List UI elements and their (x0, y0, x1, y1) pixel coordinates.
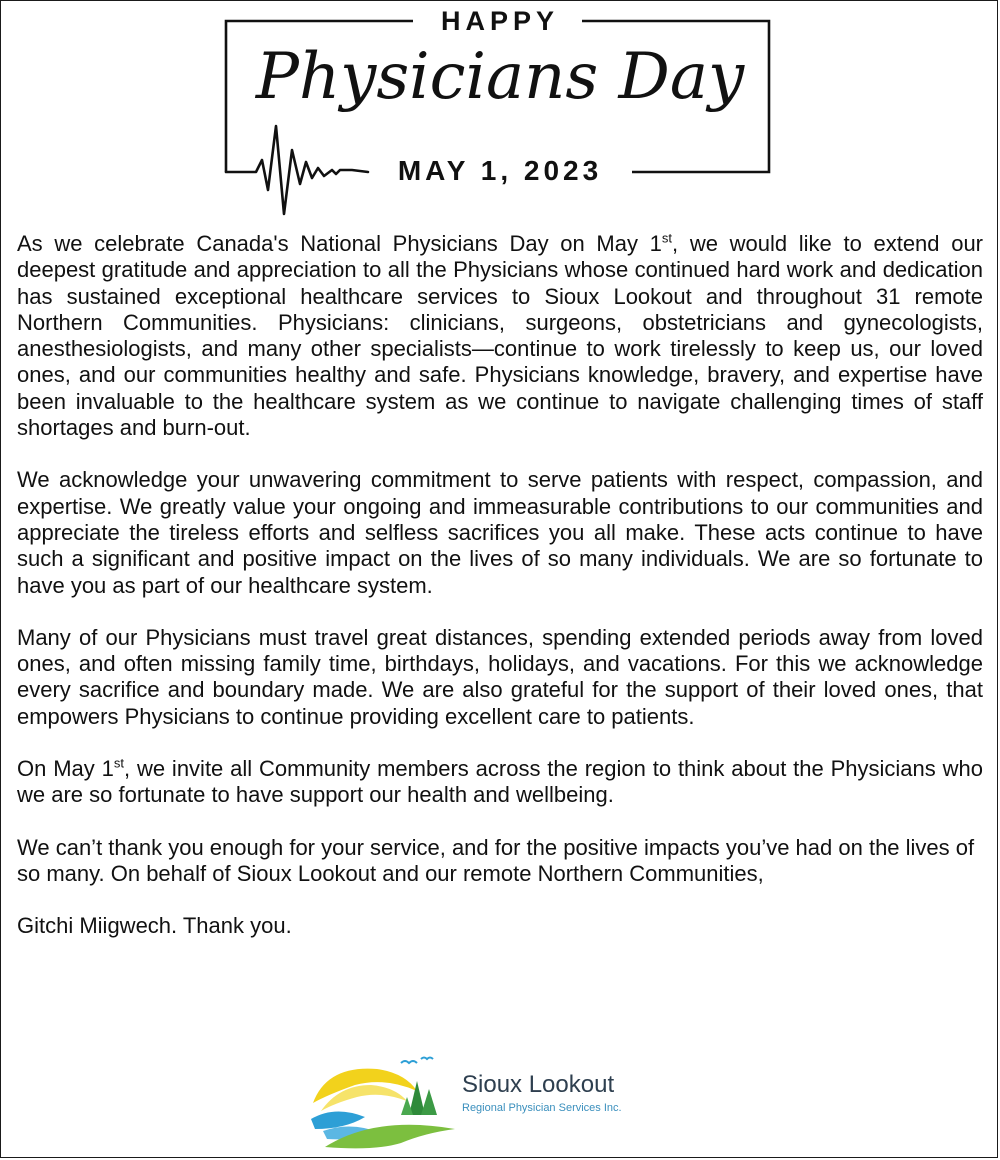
logo-organization-subtitle: Regional Physician Services Inc. (462, 1102, 622, 1114)
paragraph-2: We acknowledge your unwavering commitment to serve patients with respect, compassion, and expertise. We greatly value your ongoing and immeasurable contributions to our communities and appreciate the tireless efforts and selfless sacrifices you all make. These acts continue to have such a significant and positive impact on the lives of so many individuals. We are so fortunate to have you as part of our healthcare system. (17, 467, 983, 598)
paragraph-1: As we celebrate Canada's National Physicians Day on May 1st, we would like to extend our deepest gratitude and appreciation to all the Physicians whose continued hard work and dedication has sustained exceptional healthcare services to Sioux Lookout and throughout 31 remote Northern Communities. Physicians: clinicians, surgeons, obstetricians and gynecologists, anesthesiologists, and many other specialists—continue to work tirelessly to keep us, our loved ones, and our communities healthy and safe. Physicians knowledge, bravery, and expertise have been invaluable to the healthcare system as we continue to navigate challenging times of staff shortages and burn-out. (17, 230, 983, 441)
paragraph-4: On May 1st, we invite all Community members across the region to think about the Physicians who we are so fortunate to have support our health and wellbeing. (17, 755, 983, 808)
event-date: MAY 1, 2023 (397, 155, 603, 186)
closing-line: Gitchi Miigwech. Thank you. (17, 913, 292, 939)
happy-label: HAPPY (440, 6, 560, 36)
letter-body (17, 231, 983, 966)
paragraph-5: We can’t thank you enough for your service, and for the positive impacts you’ve had on the lives of so many. On behalf of Sioux Lookout and our remote Northern Communities, (17, 834, 975, 886)
logo-organization-name: Sioux Lookout (462, 1071, 615, 1098)
header-banner (0, 0, 1000, 230)
organization-logo (305, 1055, 705, 1150)
heartbeat-line-icon (226, 126, 368, 214)
page-title: Physicians Day (255, 40, 745, 114)
sun-water-landscape-icon (305, 1055, 465, 1150)
paragraph-3: Many of our Physicians must travel great distances, spending extended periods away from loved ones, and often missing family time, birthdays, holidays, and vacations. For this we acknowledge every sacrifice and boundary made. We are also grateful for the support of their loved ones, that empowers Physicians to continue providing excellent care to patients. (17, 624, 983, 729)
